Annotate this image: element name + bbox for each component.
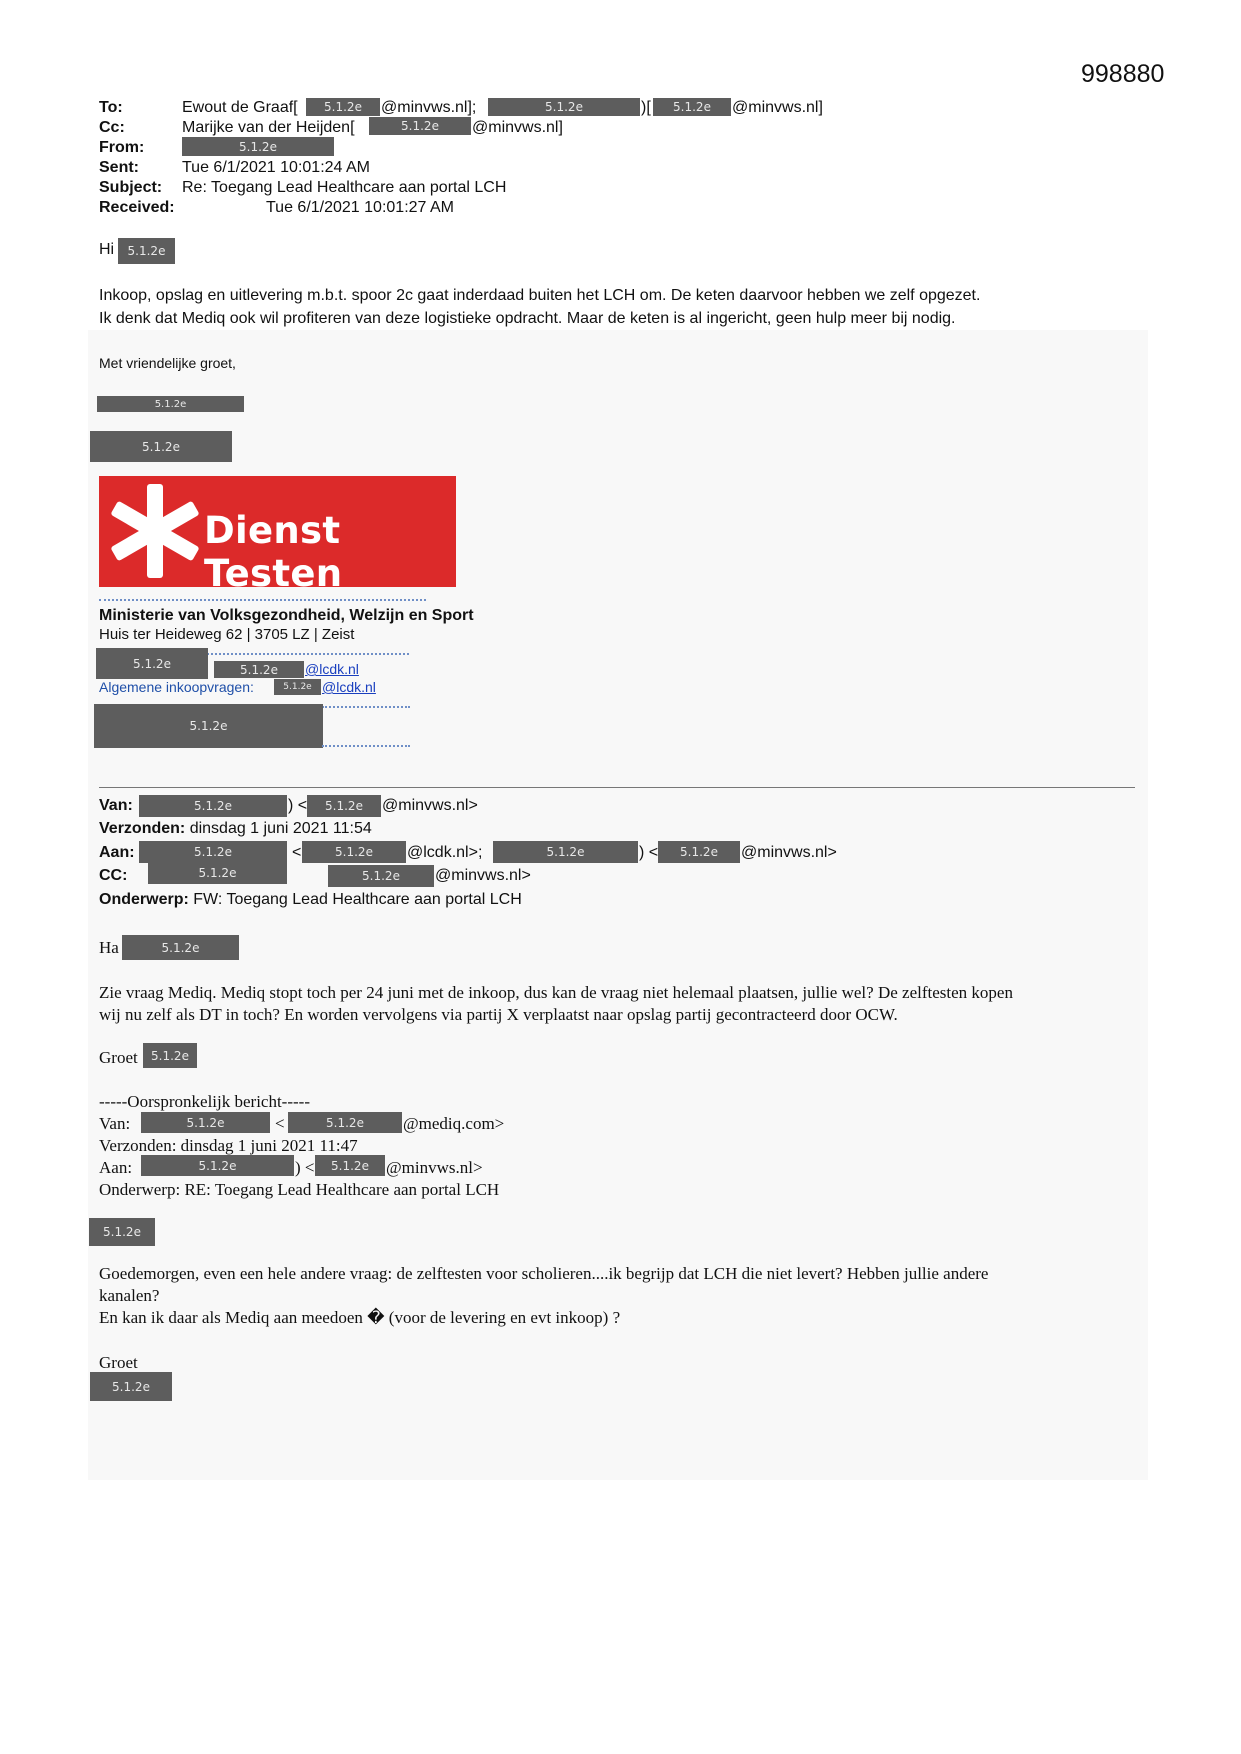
redaction: 5.1.2e xyxy=(488,98,640,116)
orig-van-label: Van: xyxy=(99,1114,131,1133)
redaction: 5.1.2e xyxy=(307,795,381,817)
fw-aan-domain-1: @lcdk.nl>; xyxy=(407,844,483,861)
redaction: 5.1.2e xyxy=(306,98,380,116)
orig-van-domain: @mediq.com> xyxy=(403,1114,505,1133)
redaction: 5.1.2e xyxy=(97,396,244,412)
to-separator: )[ xyxy=(641,99,651,116)
email-link-2[interactable]: @lcdk.nl xyxy=(322,679,376,695)
fw-onderwerp: Onderwerp: FW: Toegang Lead Healthcare aan portal LCH xyxy=(99,891,522,908)
orig-line-2: kanalen? xyxy=(99,1286,160,1305)
fw-aan-lt: < xyxy=(292,844,302,861)
dienst-testen-logo xyxy=(99,476,456,595)
fw-verzonden: Verzonden: dinsdag 1 juni 2021 11:54 xyxy=(99,820,372,837)
to-name-1: Ewout de Graaf[ xyxy=(182,99,298,116)
fw-cc-label: CC: xyxy=(99,867,128,884)
redaction: 5.1.2e xyxy=(118,238,175,264)
redaction: 5.1.2e xyxy=(90,1372,172,1401)
to-label: To: xyxy=(99,99,123,116)
redaction: 5.1.2e xyxy=(658,841,740,863)
redaction: 5.1.2e xyxy=(143,1043,197,1068)
reply-line-2: Ik denk dat Mediq ook wil profiteren van deze logistieke opdracht. Maar de keten is al ingericht, geen hulp meer bij nodig. xyxy=(99,310,956,327)
signature-divider xyxy=(99,599,426,601)
reply-greeting: Hi xyxy=(99,241,115,258)
orig-line-1: Goedemorgen, even een hele andere vraag: de zelftesten voor scholieren....ik begrijp dat LCH die niet levert? Hebben jullie andere xyxy=(99,1264,989,1283)
fw-cc-domain: @minvws.nl> xyxy=(435,867,531,884)
email-link-1[interactable]: @lcdk.nl xyxy=(305,661,359,677)
redaction: 5.1.2e xyxy=(96,648,208,679)
redaction: 5.1.2e xyxy=(214,661,304,678)
fw-van-label: Van: xyxy=(99,797,133,814)
fw-greeting: Ha xyxy=(99,938,119,957)
redaction: 5.1.2e xyxy=(493,841,638,863)
redaction: 5.1.2e xyxy=(148,862,287,884)
fw-line-2: wij nu zelf als DT in toch? En worden vervolgens via partij X verplaatst naar opslag partij gecontracteerd door OCW. xyxy=(99,1005,898,1024)
cc-label: Cc: xyxy=(99,119,125,136)
redaction: 5.1.2e xyxy=(139,795,287,817)
sent-value: Tue 6/1/2021 10:01:24 AM xyxy=(182,159,370,176)
redaction: 5.1.2e xyxy=(141,1155,294,1176)
orig-van-lt: < xyxy=(275,1114,285,1133)
ministry-address: Huis ter Heideweg 62 | 3705 LZ | Zeist xyxy=(99,626,355,643)
subject-value: Re: Toegang Lead Healthcare aan portal LCH xyxy=(182,179,507,196)
orig-onderwerp: Onderwerp: RE: Toegang Lead Healthcare aan portal LCH xyxy=(99,1180,500,1199)
orig-closing: Groet xyxy=(99,1353,138,1372)
fw-van-open: ) < xyxy=(288,797,308,814)
redaction: 5.1.2e xyxy=(653,98,731,116)
orig-aan-domain: @minvws.nl> xyxy=(386,1158,483,1177)
signature-divider xyxy=(322,745,410,747)
document-number: 998880 xyxy=(1081,60,1165,88)
redaction: 5.1.2e xyxy=(89,1218,155,1246)
logo-text: Dienst Testen xyxy=(204,509,343,595)
redaction: 5.1.2e xyxy=(90,431,232,462)
redaction: 5.1.2e xyxy=(139,841,287,863)
fw-aan-mid: ) < xyxy=(639,844,659,861)
sent-label: Sent: xyxy=(99,159,139,176)
redaction: 5.1.2e xyxy=(274,679,321,695)
signature-divider xyxy=(322,706,410,708)
fw-van-domain: @minvws.nl> xyxy=(382,797,478,814)
orig-verzonden: Verzonden: dinsdag 1 juni 2021 11:47 xyxy=(99,1136,358,1155)
fw-aan-label: Aan: xyxy=(99,844,135,861)
reply-closing: Met vriendelijke groet, xyxy=(99,355,236,371)
inkoop-label: Algemene inkoopvragen: xyxy=(99,679,254,695)
received-label: Received: xyxy=(99,199,175,216)
redaction: 5.1.2e xyxy=(122,935,239,960)
subject-label: Subject: xyxy=(99,179,163,196)
message-separator xyxy=(99,787,1135,788)
fw-closing: Groet xyxy=(99,1048,138,1067)
to-domain-2: @minvws.nl] xyxy=(732,99,823,116)
fw-aan-domain-2: @minvws.nl> xyxy=(741,844,837,861)
redaction: 5.1.2e xyxy=(288,1112,402,1133)
to-domain-1: @minvws.nl]; xyxy=(381,99,477,116)
asterisk-logo-icon xyxy=(99,476,199,587)
orig-line-3: En kan ik daar als Mediq aan meedoen � (voor de levering en evt inkoop) ? xyxy=(99,1308,621,1327)
from-label: From: xyxy=(99,139,145,156)
orig-aan-mid: ) < xyxy=(295,1158,315,1177)
orig-marker: -----Oorspronkelijk bericht----- xyxy=(99,1092,310,1111)
redaction: 5.1.2e xyxy=(328,865,434,887)
redaction: 5.1.2e xyxy=(315,1155,385,1176)
redaction: 5.1.2e xyxy=(182,137,334,156)
ministry-name: Ministerie van Volksgezondheid, Welzijn en Sport xyxy=(99,607,474,624)
reply-line-1: Inkoop, opslag en uitlevering m.b.t. spoor 2c gaat inderdaad buiten het LCH om. De keten daarvoor hebben we zelf opgezet. xyxy=(99,287,981,304)
redaction: 5.1.2e xyxy=(369,117,471,135)
redaction: 5.1.2e xyxy=(141,1112,270,1133)
received-value: Tue 6/1/2021 10:01:27 AM xyxy=(266,199,454,216)
cc-domain: @minvws.nl] xyxy=(472,119,563,136)
redaction: 5.1.2e xyxy=(302,841,406,863)
fw-line-1: Zie vraag Mediq. Mediq stopt toch per 24 juni met de inkoop, dus kan de vraag niet helemaal plaatsen, jullie wel? De zelftesten kopen xyxy=(99,983,1013,1002)
cc-name: Marijke van der Heijden[ xyxy=(182,119,355,136)
orig-aan-label: Aan: xyxy=(99,1158,133,1177)
redaction: 5.1.2e xyxy=(94,704,323,748)
